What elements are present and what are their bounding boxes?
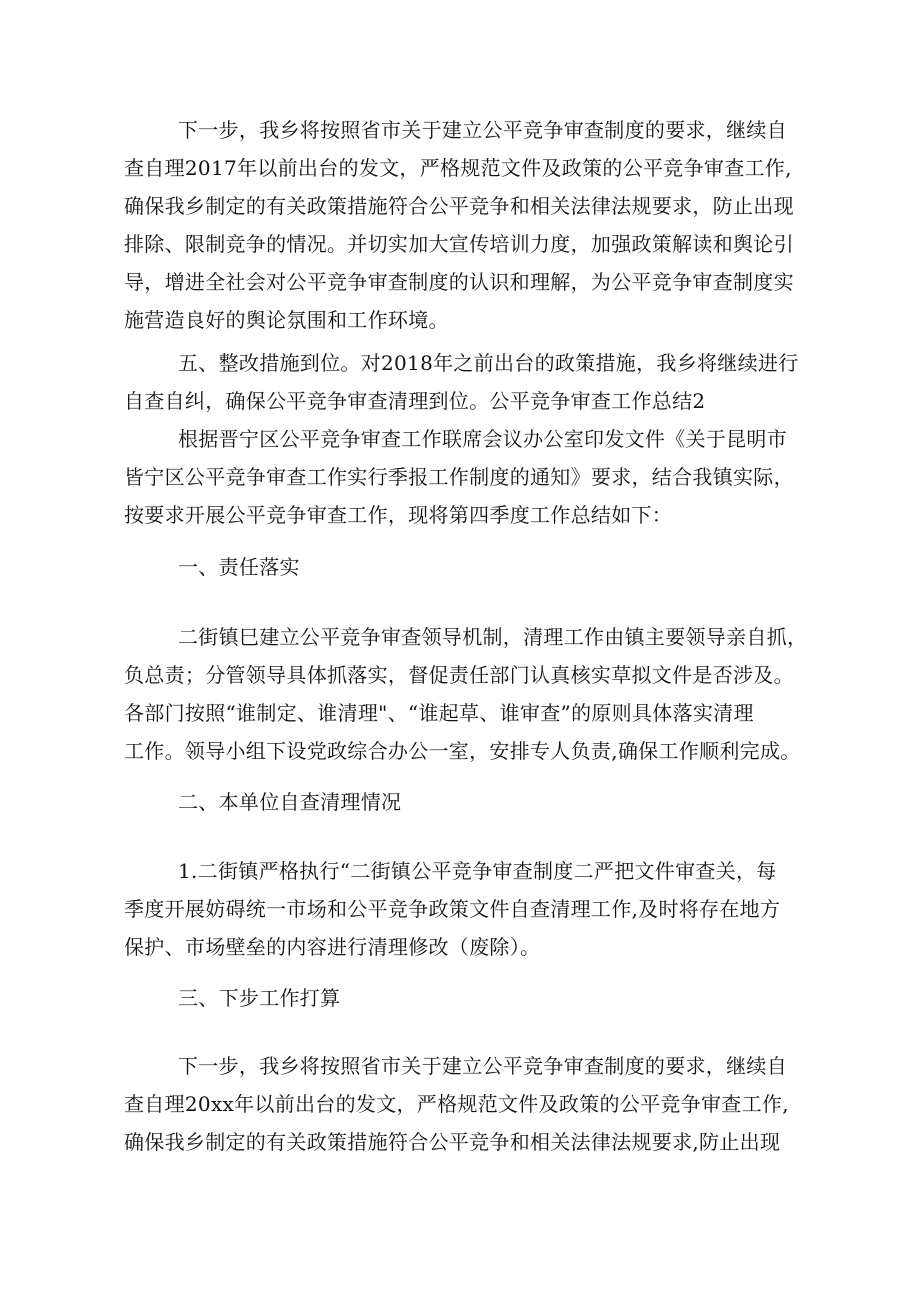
text-line: 各部门按照“谁制定、谁清理"、“谁起草、谁审查”的原则具体落实清理 (124, 701, 754, 725)
text-line: 负总责；分管领导具体抓落实，督促责任部门认真核实草拟文件是否涉及。 (124, 663, 794, 687)
text-line: 工作。领导小组下设党政综合办公一室，安排专人负责,确保工作顺利完成。 (124, 739, 801, 763)
text-line: 季度开展妨碍统一市场和公平竞争政策文件自查清理工作,及时将存在地方 (124, 897, 781, 921)
paragraph-next-steps-1 (124, 111, 800, 339)
text-line: 查自理2017年以前出台的发文，严格规范文件及政策的公平竞争审查工作, (124, 156, 792, 180)
text-line: 下一步，我乡将按照省市关于建立公平竞争审查制度的要求，继续自 (178, 118, 787, 142)
text-line: 下一步，我乡将按照省市关于建立公平竞争审查制度的要求，继续自 (178, 1054, 787, 1078)
text-line: 确保我乡制定的有关政策措施符合公平竞争和相关法律法规要求，防止出现 (124, 194, 794, 218)
text-line: 查自理20xx年以前出台的发文，严格规范文件及政策的公平竞争审查工作, (124, 1092, 789, 1116)
paragraph-rectification (124, 344, 800, 420)
text-line: 按要求开展公平竞争审查工作，现将第四季度工作总结如下： (124, 503, 673, 527)
text-line: 自查自纠，确保公平竞争审查清理到位。公平竞争审查工作总结2 (124, 389, 706, 413)
text-line: 皆宁区公平竞争审查工作实行季报工作制度的通知》要求，结合我镇实际， (124, 465, 794, 489)
paragraph-basis (124, 420, 800, 534)
section-heading-responsibility: 一、责任落实 (178, 555, 300, 579)
text-line: 保护、市场壁垒的内容进行清理修改（废除）。 (124, 935, 541, 959)
paragraph-responsibility (124, 618, 808, 770)
text-line: 五、整改措施到位。对2018年之前出台的政策措施，我乡将继续进行 (178, 351, 799, 375)
paragraph-self-inspection (124, 852, 800, 966)
paragraph-next-steps-2 (124, 1047, 800, 1161)
text-line: 施营造良好的舆论氛围和工作环境。 (124, 308, 449, 332)
text-line: 导，增进全社会对公平竞争审查制度的认识和理解，为公平竞争审查制度实 (124, 270, 794, 294)
text-line: 1.二街镇严格执行“二街镇公平竞争审查制度二严把文件审查关，每 (178, 859, 777, 883)
text-line: 确保我乡制定的有关政策措施符合公平竞争和相关法律法规要求,防止出现 (124, 1130, 781, 1154)
text-line: 排除、限制竞争的情况。并切实加大宣传培训力度，加强政策解读和舆论引 (124, 232, 794, 256)
section-heading-self-inspection: 二、本单位自查清理情况 (178, 790, 402, 814)
text-line: 根据晋宁区公平竞争审查工作联席会议办公室印发文件《关于昆明市 (178, 427, 787, 451)
text-line: 二街镇巳建立公平竞争审查领导机制，清理工作由镇主要领导亲自抓， (178, 625, 808, 649)
section-heading-next-plan: 三、下步工作打算 (178, 986, 341, 1010)
